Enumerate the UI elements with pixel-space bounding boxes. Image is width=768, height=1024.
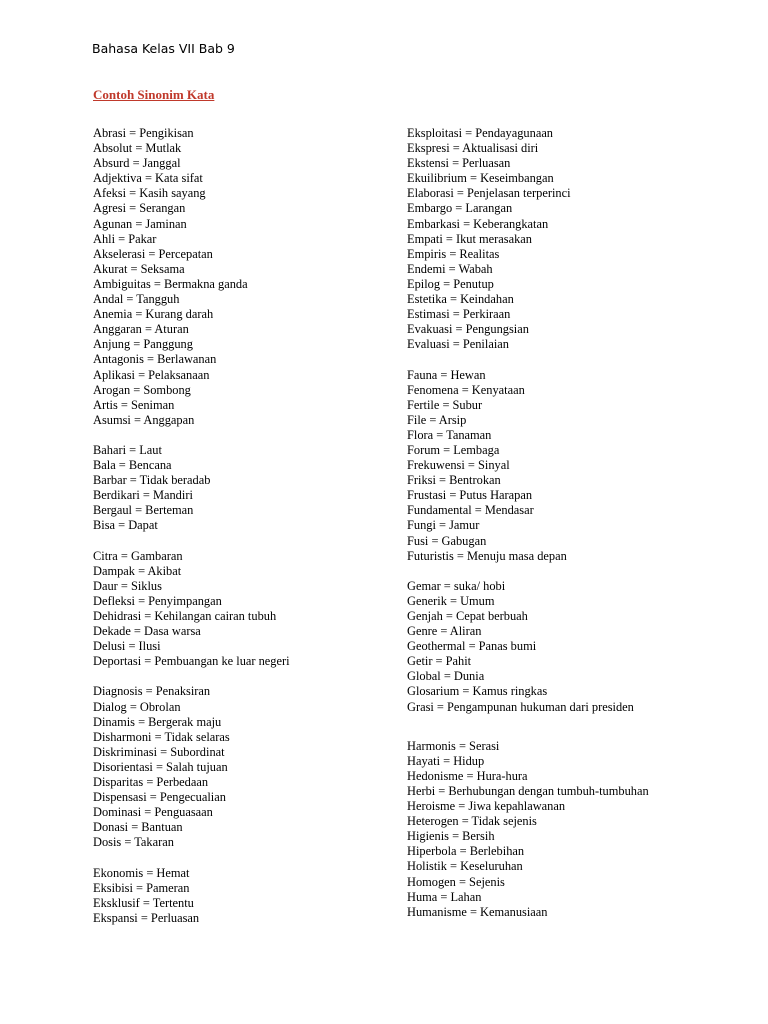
- synonym-entry: Fertile = Subur: [407, 397, 483, 412]
- synonym-entry: Disorientasi = Salah tujuan: [93, 759, 228, 774]
- synonym-entry: Ekspansi = Perluasan: [93, 910, 200, 925]
- synonym-entry: Generik = Umum: [407, 593, 495, 608]
- synonym-entry: Arogan = Sombong: [93, 382, 191, 397]
- synonym-entry: Endemi = Wabah: [407, 261, 493, 276]
- synonym-entry: Akurat = Seksama: [93, 261, 185, 276]
- synonym-entry: Akselerasi = Percepatan: [93, 246, 213, 261]
- synonym-entry: Holistik = Keseluruhan: [407, 859, 523, 874]
- synonym-entry: Geothermal = Panas bumi: [407, 639, 537, 654]
- synonym-entry: Hedonisme = Hura-hura: [407, 768, 528, 783]
- synonym-entry: Anemia = Kurang darah: [93, 307, 214, 322]
- synonym-entry: Evaluasi = Penilaian: [407, 337, 509, 352]
- right-column: [407, 126, 649, 920]
- synonym-entry: Hiperbola = Berlebihan: [407, 844, 525, 859]
- synonym-group: [407, 368, 649, 564]
- synonym-entry: Dosis = Takaran: [93, 835, 174, 850]
- synonym-entry: Dinamis = Bergerak maju: [93, 714, 222, 729]
- synonym-entry: Eksklusif = Tertentu: [93, 895, 194, 910]
- synonym-entry: Glosarium = Kamus ringkas: [407, 684, 548, 699]
- synonym-entry: Genre = Aliran: [407, 624, 482, 639]
- synonym-entry: Dampak = Akibat: [93, 563, 182, 578]
- synonym-entry: Andal = Tangguh: [93, 292, 180, 307]
- synonym-entry: Fundamental = Mendasar: [407, 503, 534, 518]
- synonym-entry: Daur = Siklus: [93, 578, 162, 593]
- synonym-entry: Aplikasi = Pelaksanaan: [93, 367, 210, 382]
- synonym-entry: Bala = Bencana: [93, 458, 172, 473]
- synonym-entry: Bahari = Laut: [93, 442, 162, 457]
- synonym-entry: Grasi = Pengampunan hukuman dari presiden: [407, 699, 634, 714]
- synonym-entry: Disparitas = Perbedaan: [93, 775, 209, 790]
- synonym-entry: Harmonis = Serasi: [407, 738, 500, 753]
- group-spacer: [407, 352, 649, 367]
- synonym-entry: Estetika = Keindahan: [407, 292, 514, 307]
- synonym-entry: Getir = Pahit: [407, 654, 472, 669]
- synonym-entry: Fusi = Gabugan: [407, 533, 487, 548]
- synonym-entry: Anjung = Panggung: [93, 337, 193, 352]
- synonym-entry: Ekspresi = Aktualisasi diri: [407, 141, 539, 156]
- synonym-group: [93, 684, 290, 850]
- synonym-entry: Adjektiva = Kata sifat: [93, 171, 203, 186]
- synonym-entry: Higienis = Bersih: [407, 829, 495, 844]
- synonym-entry: Frekuwensi = Sinyal: [407, 458, 510, 473]
- synonym-entry: Agunan = Jaminan: [93, 216, 187, 231]
- synonym-group: [93, 549, 290, 670]
- synonym-entry: Humanisme = Kemanusiaan: [407, 904, 548, 919]
- synonym-entry: Anggaran = Aturan: [93, 322, 189, 337]
- synonym-entry: Diagnosis = Penaksiran: [93, 684, 211, 699]
- synonym-entry: Ekstensi = Perluasan: [407, 156, 511, 171]
- synonym-entry: Dekade = Dasa warsa: [93, 624, 201, 639]
- synonym-entry: Gemar = suka/ hobi: [407, 578, 506, 593]
- synonym-entry: Disharmoni = Tidak selaras: [93, 729, 230, 744]
- synonym-entry: Artis = Seniman: [93, 397, 175, 412]
- synonym-entry: Empati = Ikut merasakan: [407, 231, 533, 246]
- synonym-entry: Flora = Tanaman: [407, 427, 492, 442]
- synonym-entry: Delusi = Ilusi: [93, 639, 161, 654]
- synonym-entry: Asumsi = Anggapan: [93, 412, 195, 427]
- synonym-entry: Genjah = Cepat berbuah: [407, 609, 528, 623]
- synonym-entry: Embargo = Larangan: [407, 201, 513, 216]
- synonym-entry: Citra = Gambaran: [93, 548, 183, 563]
- synonym-entry: Absurd = Janggal: [93, 156, 181, 171]
- group-spacer: [93, 669, 290, 684]
- synonym-entry: Barbar = Tidak beradab: [93, 473, 211, 488]
- group-spacer: [407, 715, 649, 739]
- synonym-entry: Berdikari = Mandiri: [93, 488, 193, 503]
- synonym-entry: Antagonis = Berlawanan: [93, 352, 217, 367]
- synonym-entry: Eksploitasi = Pendayagunaan: [407, 126, 554, 140]
- synonym-entry: Dominasi = Penguasaan: [93, 805, 213, 820]
- synonym-entry: Bisa = Dapat: [93, 518, 158, 533]
- page-header: Bahasa Kelas VII Bab 9: [92, 41, 235, 56]
- synonym-entry: Frustasi = Putus Harapan: [407, 488, 533, 503]
- synonym-group: [93, 126, 290, 428]
- synonym-group: [93, 443, 290, 534]
- synonym-entry: Ekonomis = Hemat: [93, 865, 190, 880]
- synonym-entry: Homogen = Sejenis: [407, 874, 505, 889]
- synonym-entry: File = Arsip: [407, 412, 467, 427]
- synonym-group: [407, 579, 649, 715]
- synonym-entry: Absolut = Mutlak: [93, 141, 182, 156]
- synonym-entry: Fenomena = Kenyataan: [407, 382, 525, 397]
- synonym-entry: Dehidrasi = Kehilangan cairan tubuh: [93, 609, 277, 623]
- synonym-entry: Embarkasi = Keberangkatan: [407, 216, 549, 231]
- synonym-group: [93, 866, 290, 926]
- synonym-entry: Bergaul = Berteman: [93, 503, 194, 518]
- synonym-entry: Ahli = Pakar: [93, 231, 157, 246]
- synonym-entry: Evakuasi = Pengungsian: [407, 322, 529, 337]
- synonym-entry: Ambiguitas = Bermakna ganda: [93, 276, 248, 291]
- synonym-entry: Elaborasi = Penjelasan terperinci: [407, 186, 571, 201]
- synonym-entry: Dialog = Obrolan: [93, 699, 181, 714]
- synonym-entry: Abrasi = Pengikisan: [93, 126, 194, 140]
- synonym-group: [407, 126, 649, 352]
- synonym-entry: Fauna = Hewan: [407, 367, 486, 382]
- section-title: Contoh Sinonim Kata: [93, 87, 215, 102]
- synonym-entry: Agresi = Serangan: [93, 201, 186, 216]
- synonym-entry: Eksibisi = Pameran: [93, 880, 190, 895]
- synonym-entry: Futuristis = Menuju masa depan: [407, 548, 567, 563]
- synonym-entry: Fungi = Jamur: [407, 518, 480, 533]
- synonym-group: [407, 739, 649, 920]
- left-column: [93, 126, 290, 926]
- synonym-entry: Heroisme = Jiwa kepahlawanan: [407, 799, 566, 814]
- synonym-entry: Global = Dunia: [407, 669, 485, 684]
- synonym-entry: Diskriminasi = Subordinat: [93, 744, 225, 759]
- synonym-entry: Estimasi = Perkiraan: [407, 307, 511, 322]
- synonym-entry: Donasi = Bantuan: [93, 820, 183, 835]
- synonym-entry: Forum = Lembaga: [407, 442, 500, 457]
- synonym-entry: Dispensasi = Pengecualian: [93, 790, 226, 805]
- group-spacer: [93, 428, 290, 443]
- group-spacer: [407, 564, 649, 579]
- synonym-entry: Empiris = Realitas: [407, 246, 500, 261]
- synonym-entry: Heterogen = Tidak sejenis: [407, 814, 537, 829]
- synonym-entry: Ekuilibrium = Keseimbangan: [407, 171, 554, 186]
- synonym-entry: Huma = Lahan: [407, 889, 482, 904]
- synonym-entry: Defleksi = Penyimpangan: [93, 593, 222, 608]
- synonym-entry: Deportasi = Pembuangan ke luar negeri: [93, 654, 290, 669]
- group-spacer: [93, 534, 290, 549]
- group-spacer: [93, 851, 290, 866]
- synonym-entry: Afeksi = Kasih sayang: [93, 186, 206, 201]
- synonym-entry: Hayati = Hidup: [407, 753, 485, 768]
- synonym-entry: Epilog = Penutup: [407, 276, 494, 291]
- synonym-entry: Friksi = Bentrokan: [407, 473, 501, 488]
- synonym-entry: Herbi = Berhubungan dengan tumbuh-tumbuhan: [407, 783, 649, 798]
